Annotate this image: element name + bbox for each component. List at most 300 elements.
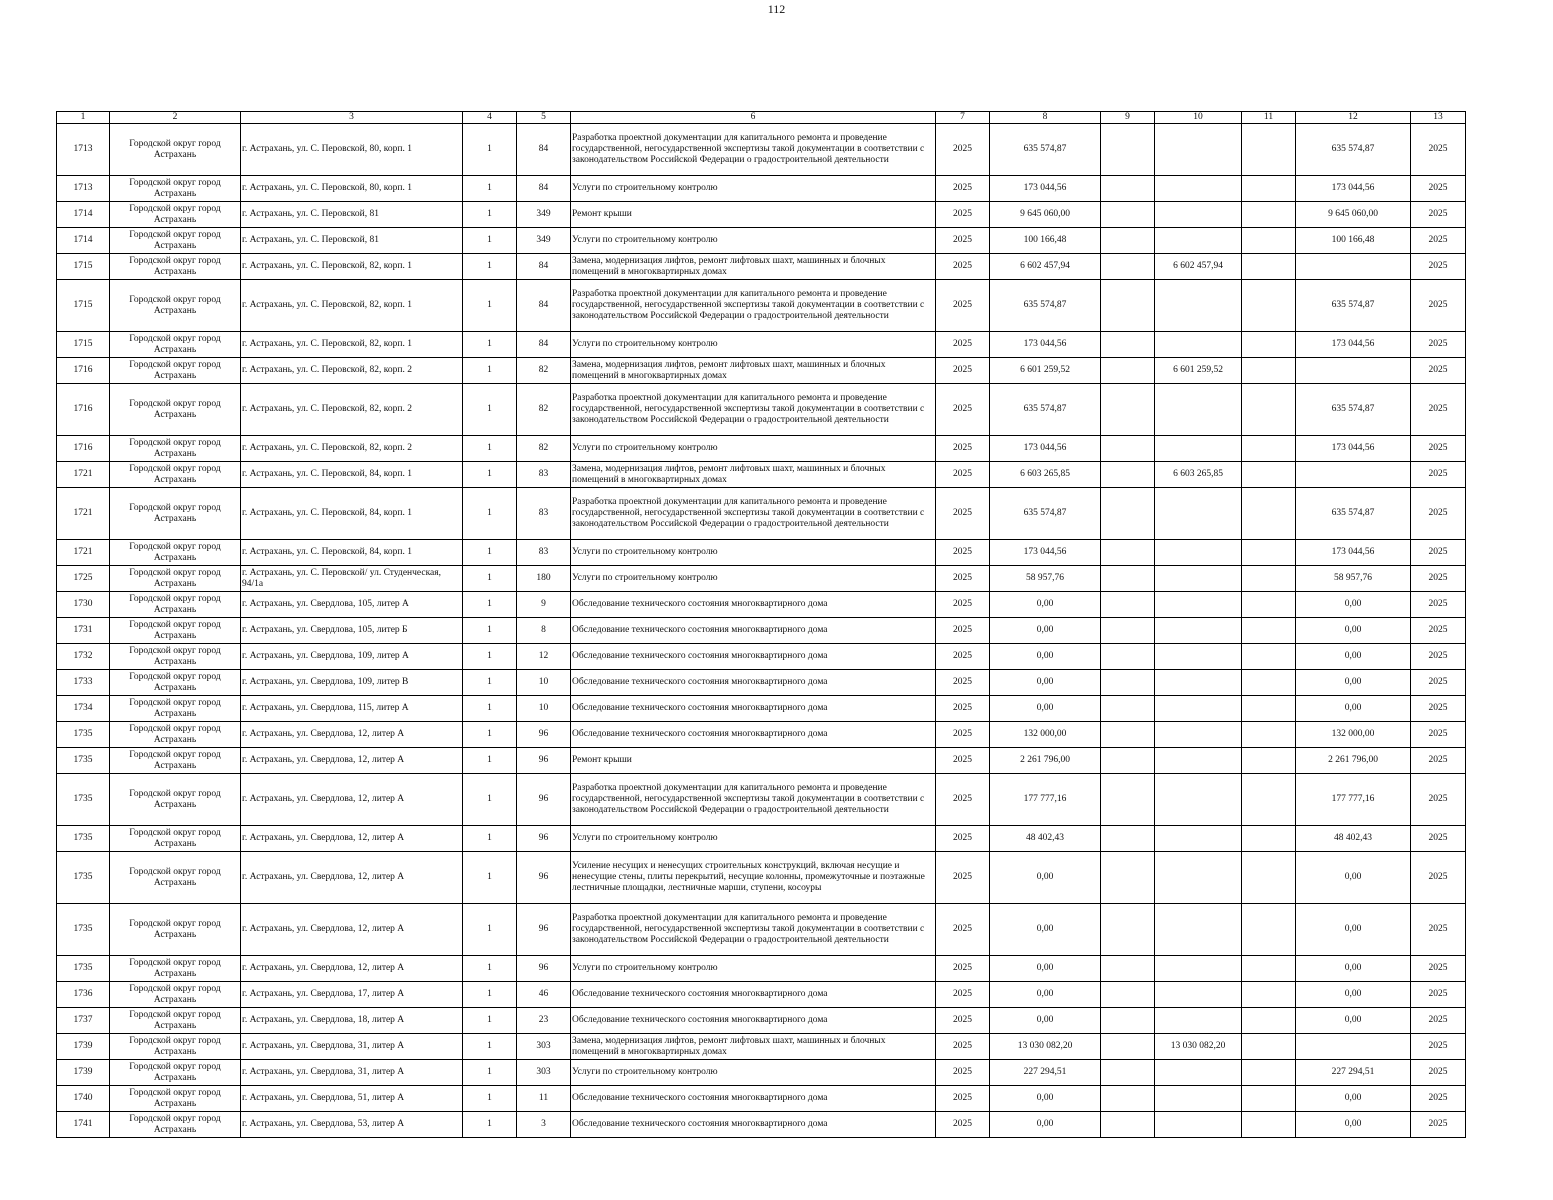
municipality-cell: Городской округ город Астрахань bbox=[110, 956, 241, 982]
table-row bbox=[57, 670, 1466, 696]
work-type-cell: Услуги по строительному контролю bbox=[571, 1060, 936, 1086]
year-cell: 2025 bbox=[936, 1086, 990, 1112]
count-cell: 1 bbox=[463, 982, 517, 1008]
cost-total-cell: 0,00 bbox=[990, 1112, 1101, 1138]
year-end-cell: 2025 bbox=[1411, 1034, 1466, 1060]
address-cell: г. Астрахань, ул. С. Перовской, 82, корп. 1 bbox=[241, 280, 463, 332]
cost-total-cell: 0,00 bbox=[990, 852, 1101, 904]
count-cell: 1 bbox=[463, 956, 517, 982]
cost-col10-cell bbox=[1155, 488, 1242, 540]
municipality-cell: Городской округ город Астрахань bbox=[110, 1060, 241, 1086]
table-row bbox=[57, 358, 1466, 384]
address-cell: г. Астрахань, ул. С. Перовской, 80, корп. 1 bbox=[241, 176, 463, 202]
municipality-cell: Городской округ город Астрахань bbox=[110, 566, 241, 592]
cost-total-cell: 177 777,16 bbox=[990, 774, 1101, 826]
work-type-cell: Услуги по строительному контролю bbox=[571, 540, 936, 566]
count-cell: 1 bbox=[463, 462, 517, 488]
table-row bbox=[57, 826, 1466, 852]
year-end-cell: 2025 bbox=[1411, 228, 1466, 254]
count-cell: 1 bbox=[463, 1060, 517, 1086]
table-row bbox=[57, 956, 1466, 982]
cost-col11-cell bbox=[1242, 592, 1296, 618]
table-row bbox=[57, 982, 1466, 1008]
address-cell: г. Астрахань, ул. Свердлова, 17, литер А bbox=[241, 982, 463, 1008]
address-cell: г. Астрахань, ул. С. Перовской, 81 bbox=[241, 202, 463, 228]
apartments-cell: 84 bbox=[517, 332, 571, 358]
table-row bbox=[57, 1060, 1466, 1086]
cost-col10-cell bbox=[1155, 826, 1242, 852]
year-cell: 2025 bbox=[936, 202, 990, 228]
work-type-cell: Обследование технического состояния многоквартирного дома bbox=[571, 982, 936, 1008]
count-cell: 1 bbox=[463, 722, 517, 748]
year-cell: 2025 bbox=[936, 358, 990, 384]
row-number-cell: 1715 bbox=[57, 280, 110, 332]
page-number: 112 bbox=[767, 2, 786, 16]
year-cell: 2025 bbox=[936, 670, 990, 696]
cost-col12-cell: 0,00 bbox=[1296, 1086, 1411, 1112]
cost-col11-cell bbox=[1242, 1008, 1296, 1034]
cost-col9-cell bbox=[1101, 982, 1155, 1008]
cost-total-cell: 0,00 bbox=[990, 592, 1101, 618]
cost-total-cell: 13 030 082,20 bbox=[990, 1034, 1101, 1060]
cost-col12-cell: 2 261 796,00 bbox=[1296, 748, 1411, 774]
cost-col10-cell bbox=[1155, 696, 1242, 722]
cost-col12-cell: 0,00 bbox=[1296, 852, 1411, 904]
row-number-cell: 1721 bbox=[57, 488, 110, 540]
cost-col12-cell: 173 044,56 bbox=[1296, 332, 1411, 358]
year-cell: 2025 bbox=[936, 956, 990, 982]
year-end-cell: 2025 bbox=[1411, 852, 1466, 904]
cost-col12-cell bbox=[1296, 358, 1411, 384]
address-cell: г. Астрахань, ул. Свердлова, 53, литер А bbox=[241, 1112, 463, 1138]
cost-col12-cell: 0,00 bbox=[1296, 644, 1411, 670]
cost-col11-cell bbox=[1242, 540, 1296, 566]
year-end-cell: 2025 bbox=[1411, 436, 1466, 462]
year-end-cell: 2025 bbox=[1411, 176, 1466, 202]
cost-col11-cell bbox=[1242, 176, 1296, 202]
cost-col10-cell bbox=[1155, 566, 1242, 592]
work-type-cell: Услуги по строительному контролю bbox=[571, 436, 936, 462]
address-cell: г. Астрахань, ул. Свердлова, 12, литер А bbox=[241, 774, 463, 826]
cost-col10-cell bbox=[1155, 670, 1242, 696]
cost-col9-cell bbox=[1101, 228, 1155, 254]
municipality-cell: Городской округ город Астрахань bbox=[110, 540, 241, 566]
work-type-cell: Замена, модернизация лифтов, ремонт лифтовых шахт, машинных и блочных помещений в многоквартирных домах bbox=[571, 462, 936, 488]
cost-col10-cell bbox=[1155, 1086, 1242, 1112]
cost-total-cell: 0,00 bbox=[990, 982, 1101, 1008]
cost-col10-cell bbox=[1155, 176, 1242, 202]
work-type-cell: Услуги по строительному контролю bbox=[571, 566, 936, 592]
cost-col11-cell bbox=[1242, 488, 1296, 540]
cost-col10-cell bbox=[1155, 748, 1242, 774]
cost-total-cell: 0,00 bbox=[990, 670, 1101, 696]
cost-total-cell: 0,00 bbox=[990, 904, 1101, 956]
year-end-cell: 2025 bbox=[1411, 254, 1466, 280]
cost-col12-cell: 177 777,16 bbox=[1296, 774, 1411, 826]
year-cell: 2025 bbox=[936, 618, 990, 644]
year-end-cell: 2025 bbox=[1411, 826, 1466, 852]
municipality-cell: Городской округ город Астрахань bbox=[110, 722, 241, 748]
municipality-cell: Городской округ город Астрахань bbox=[110, 852, 241, 904]
cost-col10-cell bbox=[1155, 1060, 1242, 1086]
row-number-cell: 1731 bbox=[57, 618, 110, 644]
table-row bbox=[57, 462, 1466, 488]
table-row bbox=[57, 592, 1466, 618]
year-end-cell: 2025 bbox=[1411, 1112, 1466, 1138]
row-number-cell: 1716 bbox=[57, 358, 110, 384]
apartments-cell: 46 bbox=[517, 982, 571, 1008]
year-end-cell: 2025 bbox=[1411, 748, 1466, 774]
cost-col11-cell bbox=[1242, 696, 1296, 722]
apartments-cell: 82 bbox=[517, 384, 571, 436]
cost-total-cell: 0,00 bbox=[990, 1008, 1101, 1034]
work-type-cell: Услуги по строительному контролю bbox=[571, 176, 936, 202]
apartments-cell: 96 bbox=[517, 748, 571, 774]
cost-col9-cell bbox=[1101, 1034, 1155, 1060]
address-cell: г. Астрахань, ул. Свердлова, 51, литер А bbox=[241, 1086, 463, 1112]
count-cell: 1 bbox=[463, 176, 517, 202]
year-cell: 2025 bbox=[936, 904, 990, 956]
row-number-cell: 1716 bbox=[57, 384, 110, 436]
year-end-cell: 2025 bbox=[1411, 592, 1466, 618]
row-number-cell: 1741 bbox=[57, 1112, 110, 1138]
cost-col9-cell bbox=[1101, 202, 1155, 228]
count-cell: 1 bbox=[463, 774, 517, 826]
cost-col11-cell bbox=[1242, 852, 1296, 904]
cost-col12-cell: 0,00 bbox=[1296, 904, 1411, 956]
year-end-cell: 2025 bbox=[1411, 384, 1466, 436]
municipality-cell: Городской округ город Астрахань bbox=[110, 1086, 241, 1112]
work-type-cell: Разработка проектной документации для капитального ремонта и проведение государственной, негосударственной экспертизы такой документации в соответствии с законодательством Российской Федерации о градостроительной деятельности bbox=[571, 774, 936, 826]
count-cell: 1 bbox=[463, 228, 517, 254]
column-header: 5 bbox=[517, 112, 571, 124]
count-cell: 1 bbox=[463, 202, 517, 228]
address-cell: г. Астрахань, ул. С. Перовской, 84, корп. 1 bbox=[241, 488, 463, 540]
year-end-cell: 2025 bbox=[1411, 280, 1466, 332]
address-cell: г. Астрахань, ул. Свердлова, 31, литер А bbox=[241, 1060, 463, 1086]
table-row bbox=[57, 436, 1466, 462]
year-cell: 2025 bbox=[936, 124, 990, 176]
table-row bbox=[57, 124, 1466, 176]
cost-col11-cell bbox=[1242, 644, 1296, 670]
cost-col9-cell bbox=[1101, 826, 1155, 852]
cost-col9-cell bbox=[1101, 696, 1155, 722]
year-end-cell: 2025 bbox=[1411, 1086, 1466, 1112]
cost-col11-cell bbox=[1242, 436, 1296, 462]
year-cell: 2025 bbox=[936, 280, 990, 332]
apartments-cell: 180 bbox=[517, 566, 571, 592]
count-cell: 1 bbox=[463, 540, 517, 566]
year-cell: 2025 bbox=[936, 696, 990, 722]
column-header: 8 bbox=[990, 112, 1101, 124]
row-number-cell: 1714 bbox=[57, 228, 110, 254]
cost-total-cell: 100 166,48 bbox=[990, 228, 1101, 254]
table-row bbox=[57, 332, 1466, 358]
address-cell: г. Астрахань, ул. Свердлова, 105, литер Б bbox=[241, 618, 463, 644]
municipality-cell: Городской округ город Астрахань bbox=[110, 644, 241, 670]
cost-total-cell: 173 044,56 bbox=[990, 436, 1101, 462]
address-cell: г. Астрахань, ул. С. Перовской/ ул. Студенческая, 94/1а bbox=[241, 566, 463, 592]
cost-col10-cell bbox=[1155, 332, 1242, 358]
column-header: 7 bbox=[936, 112, 990, 124]
cost-col9-cell bbox=[1101, 280, 1155, 332]
table-row bbox=[57, 488, 1466, 540]
cost-col9-cell bbox=[1101, 852, 1155, 904]
address-cell: г. Астрахань, ул. Свердлова, 12, литер А bbox=[241, 956, 463, 982]
cost-col10-cell: 6 603 265,85 bbox=[1155, 462, 1242, 488]
cost-col10-cell bbox=[1155, 592, 1242, 618]
address-cell: г. Астрахань, ул. Свердлова, 12, литер А bbox=[241, 904, 463, 956]
year-cell: 2025 bbox=[936, 748, 990, 774]
table-row bbox=[57, 254, 1466, 280]
cost-col10-cell bbox=[1155, 1112, 1242, 1138]
cost-col9-cell bbox=[1101, 592, 1155, 618]
cost-col11-cell bbox=[1242, 904, 1296, 956]
year-cell: 2025 bbox=[936, 488, 990, 540]
address-cell: г. Астрахань, ул. С. Перовской, 81 bbox=[241, 228, 463, 254]
count-cell: 1 bbox=[463, 670, 517, 696]
municipality-cell: Городской округ город Астрахань bbox=[110, 696, 241, 722]
cost-col9-cell bbox=[1101, 358, 1155, 384]
table-row bbox=[57, 566, 1466, 592]
year-cell: 2025 bbox=[936, 644, 990, 670]
apartments-cell: 3 bbox=[517, 1112, 571, 1138]
cost-col12-cell: 227 294,51 bbox=[1296, 1060, 1411, 1086]
year-cell: 2025 bbox=[936, 566, 990, 592]
cost-col12-cell: 635 574,87 bbox=[1296, 124, 1411, 176]
year-end-cell: 2025 bbox=[1411, 488, 1466, 540]
municipality-cell: Городской округ город Астрахань bbox=[110, 982, 241, 1008]
address-cell: г. Астрахань, ул. Свердлова, 109, литер В bbox=[241, 670, 463, 696]
year-end-cell: 2025 bbox=[1411, 722, 1466, 748]
address-cell: г. Астрахань, ул. С. Перовской, 82, корп. 1 bbox=[241, 254, 463, 280]
address-cell: г. Астрахань, ул. Свердлова, 18, литер А bbox=[241, 1008, 463, 1034]
capital-repair-table bbox=[56, 111, 1466, 1138]
count-cell: 1 bbox=[463, 384, 517, 436]
apartments-cell: 349 bbox=[517, 228, 571, 254]
year-end-cell: 2025 bbox=[1411, 358, 1466, 384]
table-row bbox=[57, 644, 1466, 670]
row-number-cell: 1737 bbox=[57, 1008, 110, 1034]
year-end-cell: 2025 bbox=[1411, 202, 1466, 228]
cost-col10-cell bbox=[1155, 436, 1242, 462]
cost-col9-cell bbox=[1101, 1008, 1155, 1034]
year-end-cell: 2025 bbox=[1411, 618, 1466, 644]
apartments-cell: 82 bbox=[517, 436, 571, 462]
cost-col10-cell bbox=[1155, 618, 1242, 644]
table-row bbox=[57, 280, 1466, 332]
row-number-cell: 1721 bbox=[57, 540, 110, 566]
cost-col9-cell bbox=[1101, 124, 1155, 176]
work-type-cell: Замена, модернизация лифтов, ремонт лифтовых шахт, машинных и блочных помещений в многоквартирных домах bbox=[571, 254, 936, 280]
year-end-cell: 2025 bbox=[1411, 696, 1466, 722]
cost-col12-cell: 0,00 bbox=[1296, 1112, 1411, 1138]
work-type-cell: Замена, модернизация лифтов, ремонт лифтовых шахт, машинных и блочных помещений в многоквартирных домах bbox=[571, 358, 936, 384]
year-end-cell: 2025 bbox=[1411, 1060, 1466, 1086]
cost-col11-cell bbox=[1242, 202, 1296, 228]
cost-col12-cell: 48 402,43 bbox=[1296, 826, 1411, 852]
cost-col11-cell bbox=[1242, 280, 1296, 332]
cost-col9-cell bbox=[1101, 1112, 1155, 1138]
cost-col11-cell bbox=[1242, 254, 1296, 280]
table-row bbox=[57, 774, 1466, 826]
municipality-cell: Городской округ город Астрахань bbox=[110, 176, 241, 202]
cost-col12-cell: 0,00 bbox=[1296, 1008, 1411, 1034]
apartments-cell: 82 bbox=[517, 358, 571, 384]
cost-col10-cell bbox=[1155, 956, 1242, 982]
cost-col12-cell: 0,00 bbox=[1296, 956, 1411, 982]
row-number-cell: 1733 bbox=[57, 670, 110, 696]
count-cell: 1 bbox=[463, 852, 517, 904]
address-cell: г. Астрахань, ул. С. Перовской, 82, корп. 2 bbox=[241, 436, 463, 462]
municipality-cell: Городской округ город Астрахань bbox=[110, 826, 241, 852]
column-number-row bbox=[57, 112, 1466, 124]
work-type-cell: Замена, модернизация лифтов, ремонт лифтовых шахт, машинных и блочных помещений в многоквартирных домах bbox=[571, 1034, 936, 1060]
year-cell: 2025 bbox=[936, 228, 990, 254]
table-row bbox=[57, 904, 1466, 956]
count-cell: 1 bbox=[463, 826, 517, 852]
count-cell: 1 bbox=[463, 488, 517, 540]
cost-col12-cell: 58 957,76 bbox=[1296, 566, 1411, 592]
count-cell: 1 bbox=[463, 358, 517, 384]
year-cell: 2025 bbox=[936, 1112, 990, 1138]
cost-col11-cell bbox=[1242, 228, 1296, 254]
count-cell: 1 bbox=[463, 1008, 517, 1034]
work-type-cell: Обследование технического состояния многоквартирного дома bbox=[571, 1008, 936, 1034]
year-end-cell: 2025 bbox=[1411, 644, 1466, 670]
work-type-cell: Разработка проектной документации для капитального ремонта и проведение государственной, негосударственной экспертизы такой документации в соответствии с законодательством Российской Федерации о градостроительной деятельности bbox=[571, 384, 936, 436]
municipality-cell: Городской округ город Астрахань bbox=[110, 228, 241, 254]
year-end-cell: 2025 bbox=[1411, 540, 1466, 566]
column-header: 12 bbox=[1296, 112, 1411, 124]
year-cell: 2025 bbox=[936, 384, 990, 436]
count-cell: 1 bbox=[463, 644, 517, 670]
year-cell: 2025 bbox=[936, 1060, 990, 1086]
work-type-cell: Услуги по строительному контролю bbox=[571, 228, 936, 254]
work-type-cell: Услуги по строительному контролю bbox=[571, 956, 936, 982]
row-number-cell: 1730 bbox=[57, 592, 110, 618]
table-row bbox=[57, 618, 1466, 644]
year-end-cell: 2025 bbox=[1411, 982, 1466, 1008]
count-cell: 1 bbox=[463, 566, 517, 592]
year-end-cell: 2025 bbox=[1411, 332, 1466, 358]
apartments-cell: 349 bbox=[517, 202, 571, 228]
year-cell: 2025 bbox=[936, 774, 990, 826]
work-type-cell: Обследование технического состояния многоквартирного дома bbox=[571, 618, 936, 644]
cost-col12-cell: 0,00 bbox=[1296, 670, 1411, 696]
cost-col10-cell bbox=[1155, 982, 1242, 1008]
cost-total-cell: 0,00 bbox=[990, 956, 1101, 982]
year-end-cell: 2025 bbox=[1411, 462, 1466, 488]
row-number-cell: 1734 bbox=[57, 696, 110, 722]
cost-col12-cell: 0,00 bbox=[1296, 592, 1411, 618]
address-cell: г. Астрахань, ул. Свердлова, 105, литер А bbox=[241, 592, 463, 618]
apartments-cell: 96 bbox=[517, 852, 571, 904]
address-cell: г. Астрахань, ул. Свердлова, 12, литер А bbox=[241, 748, 463, 774]
year-cell: 2025 bbox=[936, 982, 990, 1008]
cost-col9-cell bbox=[1101, 488, 1155, 540]
cost-col12-cell: 173 044,56 bbox=[1296, 176, 1411, 202]
cost-col10-cell bbox=[1155, 722, 1242, 748]
table-row bbox=[57, 228, 1466, 254]
cost-total-cell: 9 645 060,00 bbox=[990, 202, 1101, 228]
table-row bbox=[57, 176, 1466, 202]
year-cell: 2025 bbox=[936, 176, 990, 202]
count-cell: 1 bbox=[463, 904, 517, 956]
table-row bbox=[57, 852, 1466, 904]
cost-col9-cell bbox=[1101, 462, 1155, 488]
year-end-cell: 2025 bbox=[1411, 904, 1466, 956]
address-cell: г. Астрахань, ул. С. Перовской, 82, корп. 2 bbox=[241, 384, 463, 436]
apartments-cell: 303 bbox=[517, 1034, 571, 1060]
apartments-cell: 83 bbox=[517, 488, 571, 540]
cost-col9-cell bbox=[1101, 644, 1155, 670]
count-cell: 1 bbox=[463, 1034, 517, 1060]
year-cell: 2025 bbox=[936, 852, 990, 904]
row-number-cell: 1713 bbox=[57, 176, 110, 202]
cost-col11-cell bbox=[1242, 618, 1296, 644]
column-header: 4 bbox=[463, 112, 517, 124]
cost-total-cell: 635 574,87 bbox=[990, 488, 1101, 540]
work-type-cell: Разработка проектной документации для капитального ремонта и проведение государственной, негосударственной экспертизы такой документации в соответствии с законодательством Российской Федерации о градостроительной деятельности bbox=[571, 904, 936, 956]
cost-col9-cell bbox=[1101, 956, 1155, 982]
row-number-cell: 1736 bbox=[57, 982, 110, 1008]
municipality-cell: Городской округ город Астрахань bbox=[110, 332, 241, 358]
cost-total-cell: 0,00 bbox=[990, 644, 1101, 670]
cost-col11-cell bbox=[1242, 1034, 1296, 1060]
apartments-cell: 83 bbox=[517, 540, 571, 566]
cost-total-cell: 48 402,43 bbox=[990, 826, 1101, 852]
table-row bbox=[57, 540, 1466, 566]
address-cell: г. Астрахань, ул. Свердлова, 109, литер А bbox=[241, 644, 463, 670]
year-cell: 2025 bbox=[936, 436, 990, 462]
municipality-cell: Городской округ город Астрахань bbox=[110, 1034, 241, 1060]
municipality-cell: Городской округ город Астрахань bbox=[110, 384, 241, 436]
year-end-cell: 2025 bbox=[1411, 670, 1466, 696]
cost-col9-cell bbox=[1101, 436, 1155, 462]
cost-total-cell: 132 000,00 bbox=[990, 722, 1101, 748]
year-end-cell: 2025 bbox=[1411, 124, 1466, 176]
municipality-cell: Городской округ город Астрахань bbox=[110, 1112, 241, 1138]
table-row bbox=[57, 384, 1466, 436]
apartments-cell: 11 bbox=[517, 1086, 571, 1112]
cost-col10-cell bbox=[1155, 202, 1242, 228]
work-type-cell: Ремонт крыши bbox=[571, 748, 936, 774]
municipality-cell: Городской округ город Астрахань bbox=[110, 280, 241, 332]
count-cell: 1 bbox=[463, 280, 517, 332]
year-end-cell: 2025 bbox=[1411, 956, 1466, 982]
cost-col9-cell bbox=[1101, 332, 1155, 358]
cost-col11-cell bbox=[1242, 956, 1296, 982]
row-number-cell: 1735 bbox=[57, 826, 110, 852]
address-cell: г. Астрахань, ул. Свердлова, 115, литер А bbox=[241, 696, 463, 722]
cost-col11-cell bbox=[1242, 1086, 1296, 1112]
year-cell: 2025 bbox=[936, 592, 990, 618]
table-row bbox=[57, 696, 1466, 722]
cost-col10-cell bbox=[1155, 384, 1242, 436]
apartments-cell: 10 bbox=[517, 696, 571, 722]
count-cell: 1 bbox=[463, 1112, 517, 1138]
municipality-cell: Городской округ город Астрахань bbox=[110, 488, 241, 540]
column-header: 10 bbox=[1155, 112, 1242, 124]
cost-total-cell: 58 957,76 bbox=[990, 566, 1101, 592]
cost-col12-cell: 100 166,48 bbox=[1296, 228, 1411, 254]
cost-col9-cell bbox=[1101, 176, 1155, 202]
count-cell: 1 bbox=[463, 332, 517, 358]
year-end-cell: 2025 bbox=[1411, 774, 1466, 826]
apartments-cell: 96 bbox=[517, 722, 571, 748]
apartments-cell: 10 bbox=[517, 670, 571, 696]
